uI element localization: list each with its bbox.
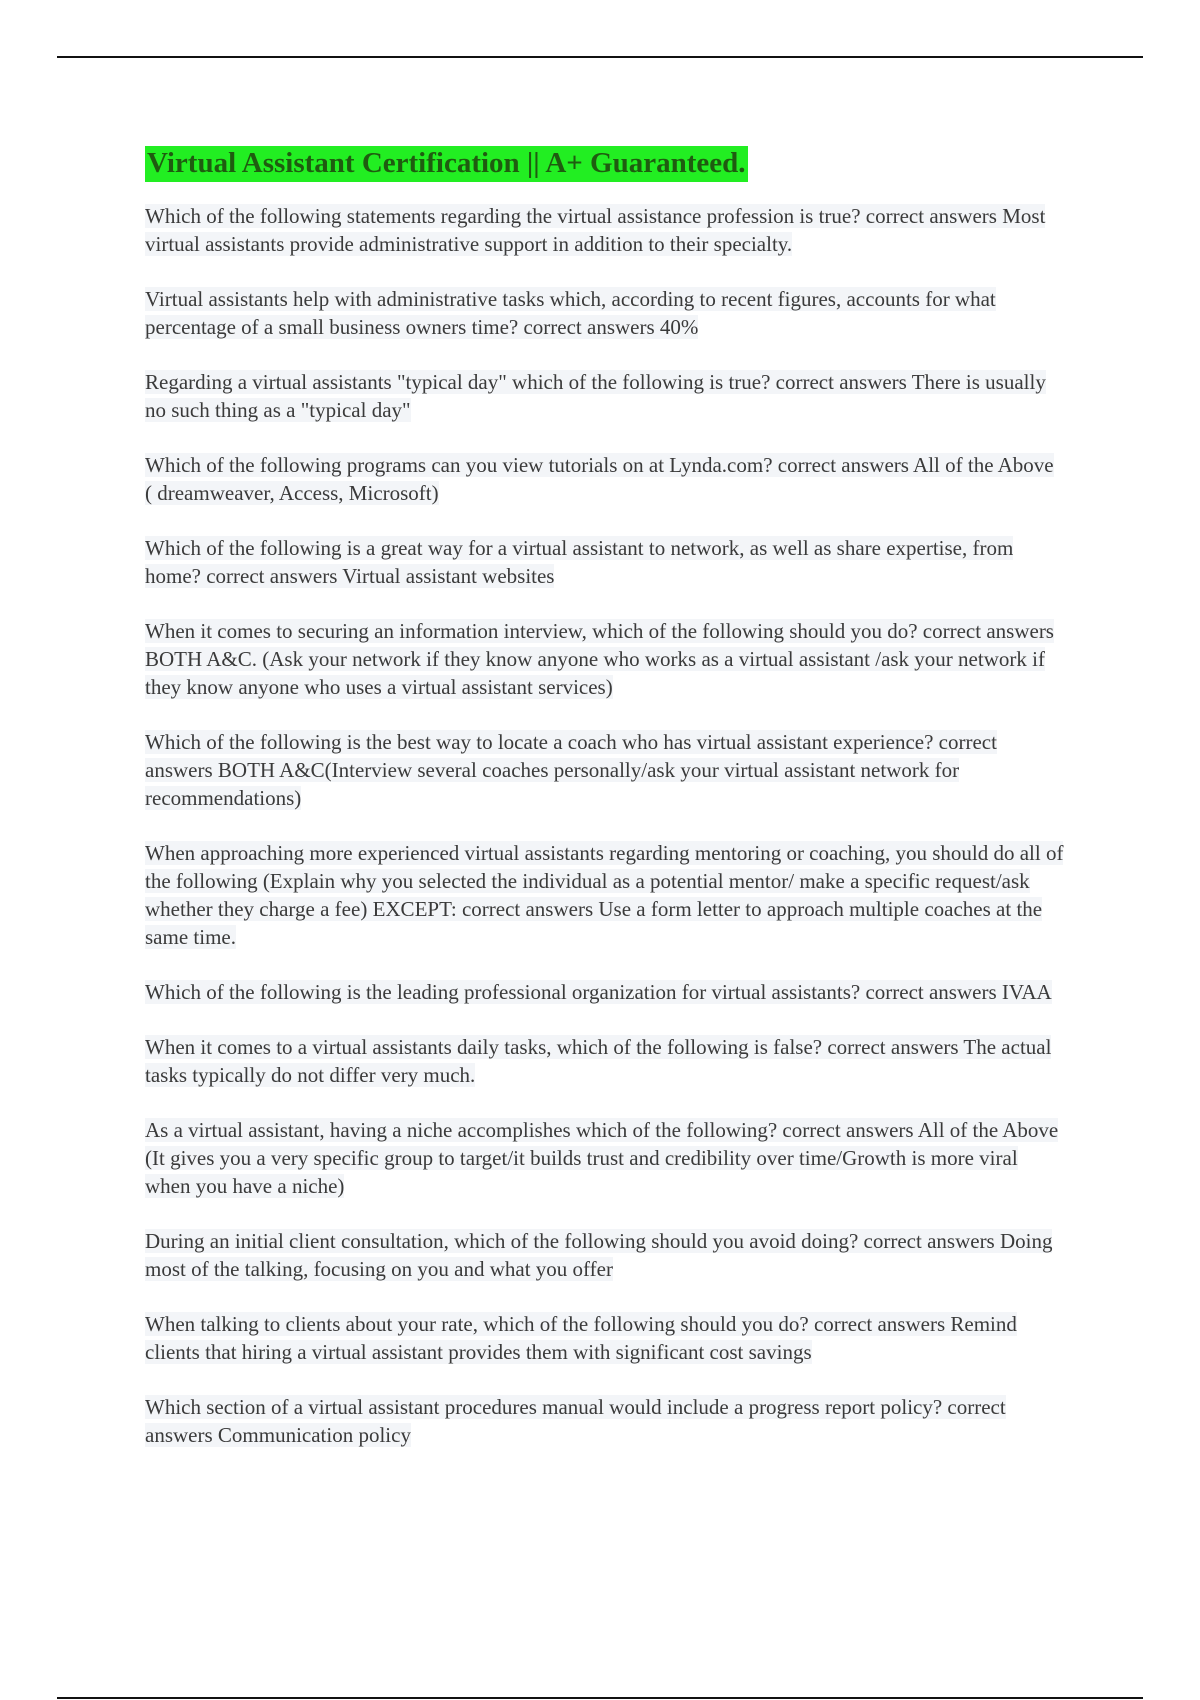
qa-text: Which of the following programs can you view tutorials on at Lynda.com? correct answers All of the Above ( dreamweaver, Access, Microsoft) — [145, 453, 1054, 505]
qa-text: When it comes to securing an information interview, which of the following should you do? correct answers BOTH A&C. (Ask your network if they know anyone who works as a virtual assistant /ask your network if they know anyone who uses a virtual assistant services) — [145, 619, 1054, 699]
qa-item — [145, 617, 1065, 701]
qa-item — [145, 839, 1065, 951]
qa-item — [145, 285, 1065, 341]
qa-text: Regarding a virtual assistants "typical day" which of the following is true? correct answers There is usually no such thing as a "typical day" — [145, 370, 1046, 422]
qa-text: Which of the following is the best way to locate a coach who has virtual assistant experience? correct answers BOTH A&C(Interview several coaches personally/ask your virtual assistant network for recommendations) — [145, 730, 997, 810]
qa-item — [145, 1116, 1065, 1200]
qa-text: When talking to clients about your rate, which of the following should you do? correct answers Remind clients that hiring a virtual assistant provides them with significant cost savings — [145, 1312, 1017, 1364]
qa-text: When it comes to a virtual assistants daily tasks, which of the following is false? correct answers The actual tasks typically do not differ very much. — [145, 1035, 1052, 1087]
qa-text: Which of the following statements regarding the virtual assistance profession is true? correct answers Most virtual assistants provide administrative support in addition to their specialty. — [145, 204, 1046, 256]
qa-text: When approaching more experienced virtual assistants regarding mentoring or coaching, you should do all of the following (Explain why you selected the individual as a potential mentor/ make a specific request/ask whether they charge a fee) EXCEPT: correct answers Use a form letter to approach multiple coaches at the same time. — [145, 841, 1064, 949]
qa-item — [145, 1033, 1065, 1089]
qa-list — [145, 202, 1065, 1449]
qa-text: Which section of a virtual assistant procedures manual would include a progress report policy? correct answers Communication policy — [145, 1395, 1006, 1447]
bottom-rule — [57, 1697, 1143, 1699]
qa-text: As a virtual assistant, having a niche accomplishes which of the following? correct answers All of the Above (It gives you a very specific group to target/it builds trust and credibility over time/Growth is more viral when you have a niche) — [145, 1118, 1059, 1198]
qa-item — [145, 1310, 1065, 1366]
qa-item — [145, 1393, 1065, 1449]
qa-item — [145, 534, 1065, 590]
document-body — [145, 146, 1065, 1476]
qa-text: Which of the following is a great way for a virtual assistant to network, as well as share expertise, from home? correct answers Virtual assistant websites — [145, 536, 1014, 588]
qa-item — [145, 202, 1065, 258]
top-rule — [57, 56, 1143, 58]
qa-text: Which of the following is the leading professional organization for virtual assistants? correct answers IVAA — [145, 980, 1052, 1004]
qa-item — [145, 1227, 1065, 1283]
qa-text: Virtual assistants help with administrative tasks which, according to recent figures, accounts for what percentage of a small business owners time? correct answers 40% — [145, 287, 996, 339]
qa-item — [145, 368, 1065, 424]
document-title: Virtual Assistant Certification || A+ Guaranteed. — [145, 146, 748, 182]
qa-item — [145, 728, 1065, 812]
qa-item — [145, 451, 1065, 507]
qa-text: During an initial client consultation, which of the following should you avoid doing? correct answers Doing most of the talking, focusing on you and what you offer — [145, 1229, 1053, 1281]
qa-item — [145, 978, 1065, 1006]
